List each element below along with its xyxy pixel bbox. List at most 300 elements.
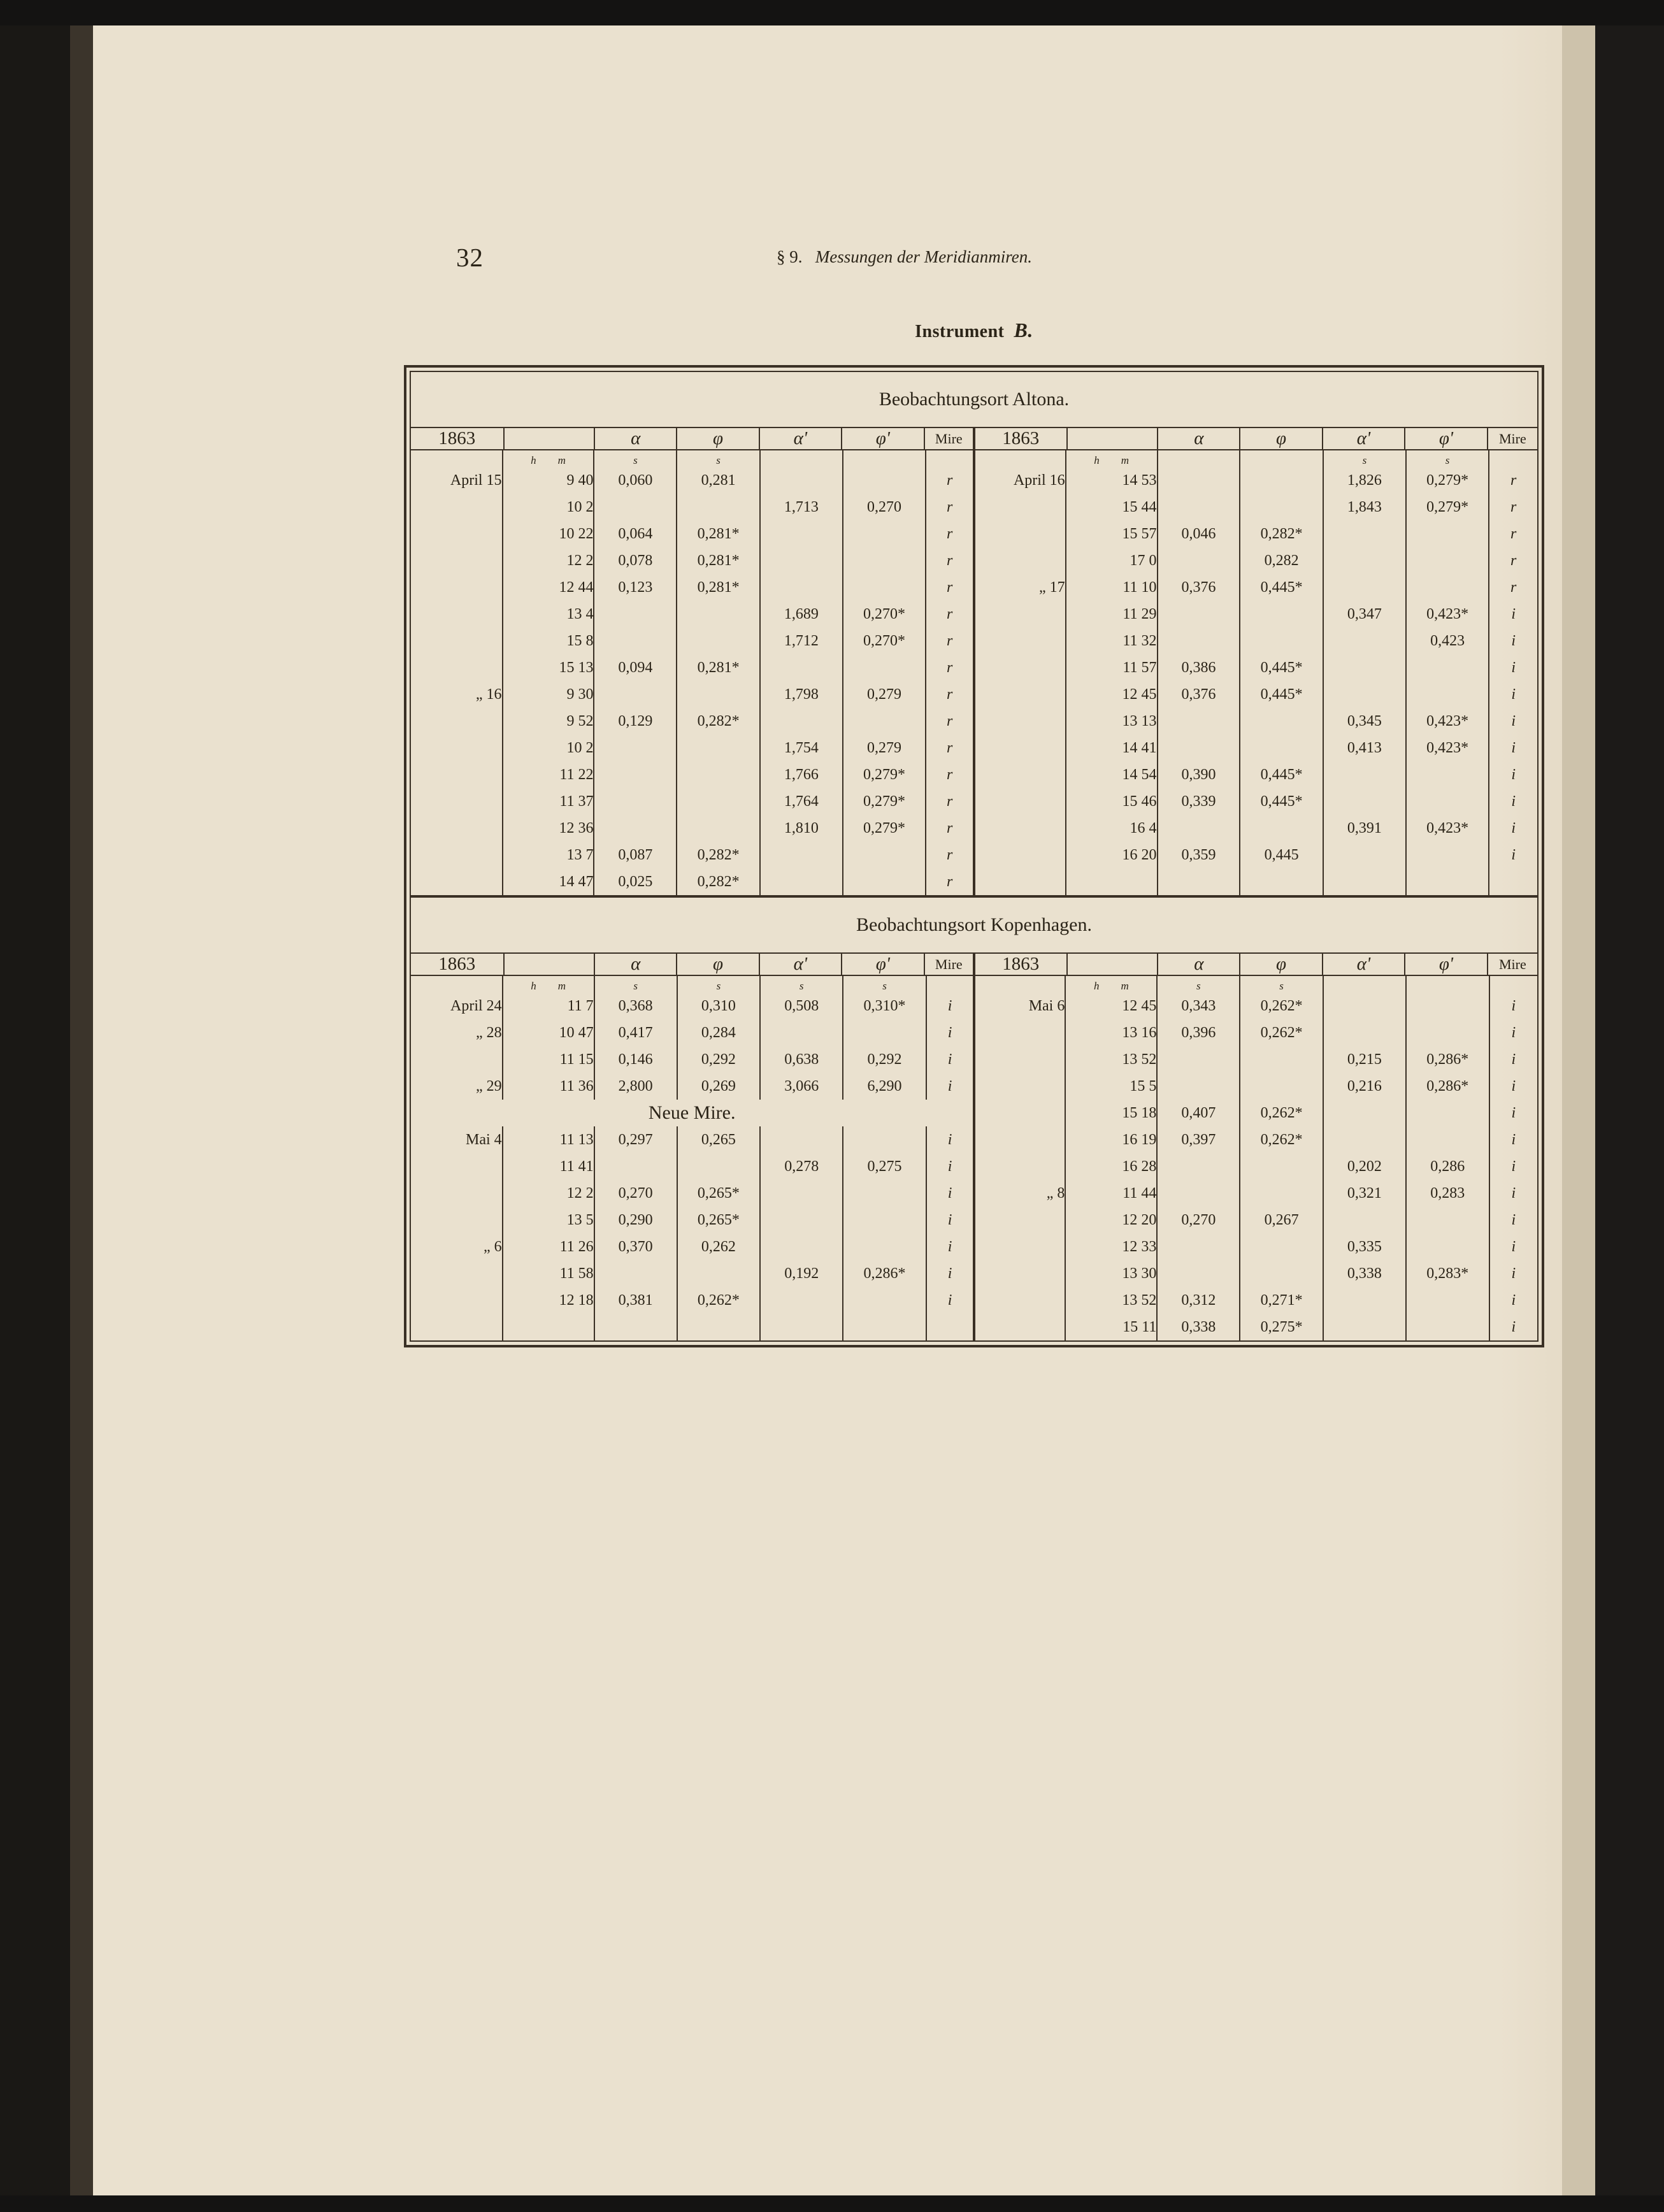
th-phi-right-k: φ bbox=[1240, 954, 1322, 975]
unit-s: s bbox=[594, 976, 677, 993]
cell-phi-prime bbox=[1406, 547, 1489, 574]
cell-phi bbox=[677, 1153, 761, 1180]
cell-time: 9 30 bbox=[503, 681, 594, 708]
table-row bbox=[411, 494, 1537, 521]
cell-alpha-prime bbox=[760, 1287, 843, 1314]
th-time-left-k bbox=[504, 954, 595, 975]
table-row bbox=[411, 1207, 1537, 1233]
cell-alpha-prime bbox=[1323, 1100, 1406, 1126]
cell-phi-prime bbox=[1406, 788, 1489, 815]
cell-phi bbox=[677, 788, 760, 815]
cell-time: 12 45 bbox=[1066, 681, 1158, 708]
cell-time: 12 20 bbox=[1065, 1207, 1157, 1233]
cell-date bbox=[974, 628, 1066, 654]
cell-phi: 0,292 bbox=[677, 1046, 761, 1073]
cell-phi-prime: 0,279 bbox=[843, 735, 926, 761]
cell-alpha-prime: 0,321 bbox=[1323, 1180, 1406, 1207]
cell-alpha-prime: 1,712 bbox=[760, 628, 843, 654]
cell-mire: r bbox=[926, 681, 974, 708]
unit-blank bbox=[1240, 450, 1323, 467]
cell-phi: 0,267 bbox=[1240, 1207, 1323, 1233]
cell-mire: r bbox=[926, 868, 974, 895]
table-frame bbox=[404, 365, 1544, 1347]
cell-date bbox=[974, 521, 1066, 547]
table-row bbox=[411, 1126, 1537, 1153]
cell-phi bbox=[1240, 1260, 1323, 1287]
cell-time: 11 26 bbox=[503, 1233, 594, 1260]
table-row bbox=[411, 815, 1537, 842]
cell-phi bbox=[677, 761, 760, 788]
cell-date bbox=[974, 735, 1066, 761]
table-row bbox=[411, 574, 1537, 601]
cell-alpha bbox=[1158, 708, 1240, 735]
cell-alpha: 0,359 bbox=[1158, 842, 1240, 868]
cell-time: 11 44 bbox=[1065, 1180, 1157, 1207]
cell-phi-prime bbox=[843, 1287, 926, 1314]
cell-phi-prime bbox=[1406, 521, 1489, 547]
cell-phi: 0,445* bbox=[1240, 761, 1323, 788]
page-header bbox=[404, 242, 1544, 278]
cell-alpha-prime bbox=[760, 1019, 843, 1046]
unit-blank bbox=[1489, 450, 1537, 467]
cell-phi-prime bbox=[1406, 1126, 1489, 1153]
cell-time: 11 7 bbox=[503, 993, 594, 1019]
cell-date: Mai 4 bbox=[466, 1131, 502, 1148]
cell-time: 12 45 bbox=[1065, 993, 1157, 1019]
table-header-row-altona bbox=[411, 428, 1537, 449]
cell-date bbox=[974, 1126, 1065, 1153]
cell-alpha: 0,025 bbox=[594, 868, 677, 895]
cell-date bbox=[974, 1046, 1065, 1073]
th-alpha-prime-right-k: α' bbox=[1323, 954, 1405, 975]
cell-alpha: 0,386 bbox=[1158, 654, 1240, 681]
cell-alpha-prime: 1,713 bbox=[760, 494, 843, 521]
cell-time: 14 41 bbox=[1066, 735, 1158, 761]
cell-phi: 0,271* bbox=[1240, 1287, 1323, 1314]
cell-time: 9 52 bbox=[503, 708, 594, 735]
cell-alpha: 0,129 bbox=[594, 708, 677, 735]
cell-phi bbox=[677, 681, 760, 708]
cell-alpha-prime bbox=[1323, 788, 1406, 815]
unit-s: s bbox=[677, 976, 761, 993]
cell-time: 15 57 bbox=[1066, 521, 1158, 547]
table-kopenhagen-body bbox=[411, 976, 1537, 1340]
cell-phi-prime: 0,423 bbox=[1406, 628, 1489, 654]
cell-date bbox=[974, 761, 1066, 788]
cell-phi bbox=[677, 628, 760, 654]
cell-alpha-prime bbox=[1323, 654, 1406, 681]
cell-time: 13 52 bbox=[1065, 1287, 1157, 1314]
unit-blank bbox=[1406, 976, 1489, 993]
cell-phi-prime bbox=[1406, 842, 1489, 868]
cell-date bbox=[411, 708, 503, 735]
scan-bottom-border bbox=[0, 2195, 1664, 2212]
cell-phi bbox=[677, 815, 760, 842]
cell-mire: i bbox=[1489, 628, 1537, 654]
section-title-kopenhagen: Beobachtungsort Kopenhagen. bbox=[856, 914, 1092, 935]
cell-alpha-prime bbox=[760, 1207, 843, 1233]
cell-alpha-prime: 1,826 bbox=[1323, 467, 1406, 494]
running-head-section: § 9. bbox=[777, 247, 803, 266]
cell-date bbox=[411, 868, 503, 895]
cell-mire: r bbox=[926, 601, 974, 628]
cell-time: 15 11 bbox=[1065, 1314, 1157, 1340]
cell-phi: 0,445* bbox=[1240, 574, 1323, 601]
cell-phi-prime bbox=[1406, 1287, 1489, 1314]
cell-alpha: 0,343 bbox=[1157, 993, 1240, 1019]
cell-date bbox=[974, 1100, 1065, 1126]
cell-alpha-prime bbox=[1323, 1126, 1406, 1153]
cell-phi-prime: 0,286* bbox=[843, 1260, 926, 1287]
unit-blank bbox=[411, 976, 503, 993]
cell-phi bbox=[677, 1314, 761, 1340]
cell-mire: i bbox=[1489, 1073, 1537, 1100]
cell-time: 13 52 bbox=[1065, 1046, 1157, 1073]
cell-mire: i bbox=[926, 1233, 974, 1260]
cell-phi bbox=[677, 601, 760, 628]
unit-s: s bbox=[760, 976, 843, 993]
cell-alpha-prime: 3,066 bbox=[760, 1073, 843, 1100]
th-alpha-prime-left-k: α' bbox=[759, 954, 842, 975]
cell-alpha: 0,312 bbox=[1157, 1287, 1240, 1314]
th-phi-left: φ bbox=[677, 428, 759, 449]
altona-rows bbox=[411, 450, 1537, 895]
cell-alpha-prime bbox=[760, 1314, 843, 1340]
instrument-label: Instrument bbox=[915, 322, 1005, 341]
cell-mire: r bbox=[926, 467, 974, 494]
cell-mire: i bbox=[1489, 1153, 1537, 1180]
instrument-letter: B. bbox=[1014, 319, 1033, 341]
cell-alpha-prime: 0,202 bbox=[1323, 1153, 1406, 1180]
cell-phi-prime: 0,292 bbox=[843, 1046, 926, 1073]
cell-phi-prime: 0,423* bbox=[1406, 708, 1489, 735]
cell-alpha-prime bbox=[760, 1126, 843, 1153]
cell-time: 11 37 bbox=[503, 788, 594, 815]
cell-alpha: 0,046 bbox=[1158, 521, 1240, 547]
th-phi-prime-right: φ' bbox=[1405, 428, 1488, 449]
cell-alpha-prime bbox=[760, 574, 843, 601]
cell-alpha-prime bbox=[1323, 761, 1406, 788]
cell-alpha-prime: 0,278 bbox=[760, 1153, 843, 1180]
cell-time: 11 15 bbox=[503, 1046, 594, 1073]
cell-phi bbox=[1240, 815, 1323, 842]
cell-date bbox=[974, 1073, 1065, 1100]
cell-mire: i bbox=[1489, 601, 1537, 628]
table-row bbox=[411, 547, 1537, 574]
table-row bbox=[411, 628, 1537, 654]
subheading-neue-mire: Neue Mire. bbox=[648, 1102, 736, 1123]
cell-alpha bbox=[594, 761, 677, 788]
cell-alpha bbox=[1157, 1153, 1240, 1180]
scan-top-border bbox=[0, 0, 1664, 25]
cell-phi-prime: 0,423* bbox=[1406, 601, 1489, 628]
cell-mire: i bbox=[1489, 993, 1537, 1019]
cell-time: 11 57 bbox=[1066, 654, 1158, 681]
cell-alpha-prime bbox=[760, 521, 843, 547]
cell-time: 12 33 bbox=[1065, 1233, 1157, 1260]
cell-date bbox=[411, 1314, 503, 1340]
cell-phi bbox=[677, 735, 760, 761]
cell-phi bbox=[1240, 628, 1323, 654]
cell-mire: i bbox=[1489, 1126, 1537, 1153]
cell-phi-prime: 0,279* bbox=[843, 761, 926, 788]
unit-blank bbox=[843, 450, 926, 467]
cell-time: 13 7 bbox=[503, 842, 594, 868]
cell-alpha-prime: 0,192 bbox=[760, 1260, 843, 1287]
cell-alpha: 0,123 bbox=[594, 574, 677, 601]
cell-phi-prime: 0,286* bbox=[1406, 1073, 1489, 1100]
cell-phi-prime bbox=[843, 1180, 926, 1207]
cell-date bbox=[974, 842, 1066, 868]
cell-alpha-prime bbox=[1323, 842, 1406, 868]
cell-time: 14 54 bbox=[1066, 761, 1158, 788]
cell-phi bbox=[677, 1260, 761, 1287]
cell-alpha: 0,397 bbox=[1157, 1126, 1240, 1153]
cell-mire: i bbox=[926, 1287, 974, 1314]
cell-date: April 16 bbox=[974, 467, 1066, 494]
cell-alpha: 0,290 bbox=[594, 1207, 677, 1233]
right-page-edge bbox=[1562, 0, 1595, 2212]
cell-alpha: 2,800 bbox=[594, 1073, 677, 1100]
unit-hm: h m bbox=[503, 450, 594, 467]
cell-phi-prime: 0,279* bbox=[843, 788, 926, 815]
cell-alpha: 0,297 bbox=[594, 1126, 677, 1153]
cell-phi: 0,265 bbox=[677, 1126, 761, 1153]
table-altona bbox=[411, 428, 1537, 449]
th-phi-right: φ bbox=[1240, 428, 1322, 449]
cell-alpha-prime: 0,335 bbox=[1323, 1233, 1406, 1260]
cell-mire: i bbox=[1489, 708, 1537, 735]
cell-phi-prime bbox=[1406, 993, 1489, 1019]
cell-phi-prime bbox=[1406, 761, 1489, 788]
cell-mire: r bbox=[926, 708, 974, 735]
cell-mire: i bbox=[1489, 1180, 1537, 1207]
th-phi-left-k: φ bbox=[677, 954, 759, 975]
cell-alpha-prime bbox=[760, 467, 843, 494]
cell-mire: r bbox=[926, 654, 974, 681]
th-alpha-right-k: α bbox=[1158, 954, 1240, 975]
cell-alpha-prime bbox=[1323, 628, 1406, 654]
cell-time: 12 2 bbox=[503, 1180, 594, 1207]
cell-alpha: 0,339 bbox=[1158, 788, 1240, 815]
cell-phi bbox=[677, 494, 760, 521]
cell-phi-prime: 0,423* bbox=[1406, 815, 1489, 842]
cell-date bbox=[411, 1153, 503, 1180]
cell-date bbox=[411, 1180, 503, 1207]
table-row bbox=[411, 1046, 1537, 1073]
table-row bbox=[411, 708, 1537, 735]
cell-alpha-prime: 1,754 bbox=[760, 735, 843, 761]
book-page bbox=[47, 0, 1596, 2212]
cell-alpha-prime: 0,215 bbox=[1323, 1046, 1406, 1073]
th-phi-prime-left-k: φ' bbox=[842, 954, 924, 975]
cell-time: 16 19 bbox=[1065, 1126, 1157, 1153]
table-row bbox=[411, 788, 1537, 815]
cell-alpha-prime bbox=[760, 1180, 843, 1207]
cell-alpha-prime bbox=[760, 868, 843, 895]
cell-time: 16 20 bbox=[1066, 842, 1158, 868]
cell-time: 10 22 bbox=[503, 521, 594, 547]
cell-date: „ 6 bbox=[484, 1238, 502, 1255]
th-mire-right-k: Mire bbox=[1488, 954, 1537, 975]
cell-time: 10 2 bbox=[503, 735, 594, 761]
unit-s: s bbox=[1240, 976, 1323, 993]
cell-date bbox=[411, 521, 503, 547]
cell-phi-prime bbox=[1406, 681, 1489, 708]
cell-alpha bbox=[1158, 601, 1240, 628]
th-time-right-k bbox=[1067, 954, 1158, 975]
cell-alpha-prime: 1,843 bbox=[1323, 494, 1406, 521]
cell-time: 9 40 bbox=[503, 467, 594, 494]
unit-blank bbox=[974, 450, 1066, 467]
cell-mire: i bbox=[1489, 1100, 1537, 1126]
cell-alpha bbox=[1157, 1046, 1240, 1073]
book-gutter-edge bbox=[70, 0, 93, 2212]
cell-date: „ 28 bbox=[476, 1024, 502, 1041]
cell-alpha bbox=[594, 681, 677, 708]
cell-mire: i bbox=[1489, 842, 1537, 868]
table-row bbox=[411, 1100, 1537, 1126]
cell-phi-prime bbox=[843, 1126, 926, 1153]
cell-alpha-prime bbox=[1323, 574, 1406, 601]
cell-mire: r bbox=[926, 788, 974, 815]
cell-alpha bbox=[1158, 467, 1240, 494]
cell-time: 13 5 bbox=[503, 1207, 594, 1233]
table-row bbox=[411, 993, 1537, 1019]
cell-phi bbox=[1240, 708, 1323, 735]
unit-hm: h m bbox=[503, 976, 594, 993]
cell-time: 11 41 bbox=[503, 1153, 594, 1180]
cell-alpha-prime: 1,810 bbox=[760, 815, 843, 842]
cell-time: 12 18 bbox=[503, 1287, 594, 1314]
cell-phi-prime bbox=[843, 1019, 926, 1046]
cell-time: 13 16 bbox=[1065, 1019, 1157, 1046]
unit-blank bbox=[1489, 976, 1537, 993]
unit-s: s bbox=[1323, 450, 1406, 467]
table-row bbox=[411, 654, 1537, 681]
th-alpha-prime-right: α' bbox=[1323, 428, 1405, 449]
cell-phi-prime: 0,270* bbox=[843, 601, 926, 628]
th-year-left: 1863 bbox=[438, 428, 476, 449]
cell-phi bbox=[1240, 735, 1323, 761]
cell-alpha bbox=[594, 494, 677, 521]
cell-alpha bbox=[1157, 1233, 1240, 1260]
cell-phi-prime: 0,283 bbox=[1406, 1180, 1489, 1207]
unit-blank bbox=[1158, 450, 1240, 467]
cell-alpha bbox=[1157, 1180, 1240, 1207]
cell-alpha-prime bbox=[1323, 1287, 1406, 1314]
table-altona-body bbox=[411, 450, 1537, 895]
cell-date bbox=[974, 494, 1066, 521]
instrument-caption bbox=[404, 319, 1544, 342]
cell-date bbox=[974, 1207, 1065, 1233]
cell-alpha-prime bbox=[760, 842, 843, 868]
table-row bbox=[411, 1260, 1537, 1287]
book-gutter-shadow bbox=[0, 0, 70, 2212]
cell-alpha-prime bbox=[1323, 521, 1406, 547]
cell-mire: i bbox=[1489, 1260, 1537, 1287]
cell-alpha: 0,064 bbox=[594, 521, 677, 547]
cell-phi-prime: 0,275 bbox=[843, 1153, 926, 1180]
cell-phi bbox=[1240, 467, 1323, 494]
cell-mire: i bbox=[1489, 815, 1537, 842]
unit-s: s bbox=[843, 976, 926, 993]
cell-alpha: 0,376 bbox=[1158, 574, 1240, 601]
cell-date: Mai 6 bbox=[974, 993, 1065, 1019]
cell-phi-prime bbox=[843, 521, 926, 547]
cell-alpha-prime bbox=[1323, 868, 1406, 895]
unit-row bbox=[411, 450, 1537, 467]
cell-phi: 0,445 bbox=[1240, 842, 1323, 868]
unit-blank bbox=[974, 976, 1065, 993]
cell-mire: r bbox=[926, 547, 974, 574]
cell-alpha bbox=[594, 735, 677, 761]
cell-mire: r bbox=[1489, 521, 1537, 547]
cell-alpha: 0,396 bbox=[1157, 1019, 1240, 1046]
cell-phi: 0,262* bbox=[1240, 1100, 1323, 1126]
th-time-right bbox=[1067, 428, 1158, 449]
cell-alpha-prime: 0,347 bbox=[1323, 601, 1406, 628]
cell-mire: i bbox=[1489, 1207, 1537, 1233]
unit-hm: h m bbox=[1065, 976, 1157, 993]
cell-phi-prime: 0,283* bbox=[1406, 1260, 1489, 1287]
cell-phi-prime bbox=[843, 1233, 926, 1260]
cell-alpha: 0,094 bbox=[594, 654, 677, 681]
cell-date bbox=[974, 708, 1066, 735]
th-mire-left-k: Mire bbox=[924, 954, 974, 975]
unit-s: s bbox=[594, 450, 677, 467]
cell-phi-prime bbox=[1406, 654, 1489, 681]
cell-mire: i bbox=[1489, 761, 1537, 788]
cell-alpha-prime: 0,413 bbox=[1323, 735, 1406, 761]
cell-alpha: 0,417 bbox=[594, 1019, 677, 1046]
cell-date bbox=[974, 1153, 1065, 1180]
unit-blank bbox=[760, 450, 843, 467]
cell-alpha: 0,390 bbox=[1158, 761, 1240, 788]
cell-time: 10 47 bbox=[503, 1019, 594, 1046]
cell-alpha: 0,087 bbox=[594, 842, 677, 868]
cell-time: 11 58 bbox=[503, 1260, 594, 1287]
cell-alpha-prime bbox=[1323, 1207, 1406, 1233]
cell-alpha-prime: 1,689 bbox=[760, 601, 843, 628]
cell-alpha-prime: 0,338 bbox=[1323, 1260, 1406, 1287]
cell-phi-prime bbox=[1406, 1019, 1489, 1046]
cell-mire: r bbox=[926, 628, 974, 654]
cell-alpha-prime: 0,638 bbox=[760, 1046, 843, 1073]
table-header-row-kopenhagen bbox=[411, 954, 1537, 975]
cell-mire: r bbox=[926, 842, 974, 868]
cell-alpha: 0,078 bbox=[594, 547, 677, 574]
cell-phi-prime: 0,270* bbox=[843, 628, 926, 654]
cell-phi: 0,262* bbox=[1240, 993, 1323, 1019]
cell-alpha-prime: 0,345 bbox=[1323, 708, 1406, 735]
unit-row bbox=[411, 976, 1537, 993]
cell-alpha bbox=[1157, 1260, 1240, 1287]
table-kopenhagen-header bbox=[411, 954, 1537, 975]
cell-mire: r bbox=[926, 574, 974, 601]
cell-mire: i bbox=[926, 1019, 974, 1046]
cell-phi-prime: 0,279* bbox=[1406, 494, 1489, 521]
kopenhagen-rows bbox=[411, 976, 1537, 1340]
unit-blank bbox=[411, 450, 503, 467]
cell-phi: 0,310 bbox=[677, 993, 761, 1019]
cell-phi: 0,282* bbox=[677, 708, 760, 735]
cell-alpha bbox=[1157, 1073, 1240, 1100]
cell-phi-prime: 0,279* bbox=[843, 815, 926, 842]
cell-phi bbox=[1240, 1046, 1323, 1073]
table-row bbox=[411, 1019, 1537, 1046]
cell-alpha: 0,381 bbox=[594, 1287, 677, 1314]
